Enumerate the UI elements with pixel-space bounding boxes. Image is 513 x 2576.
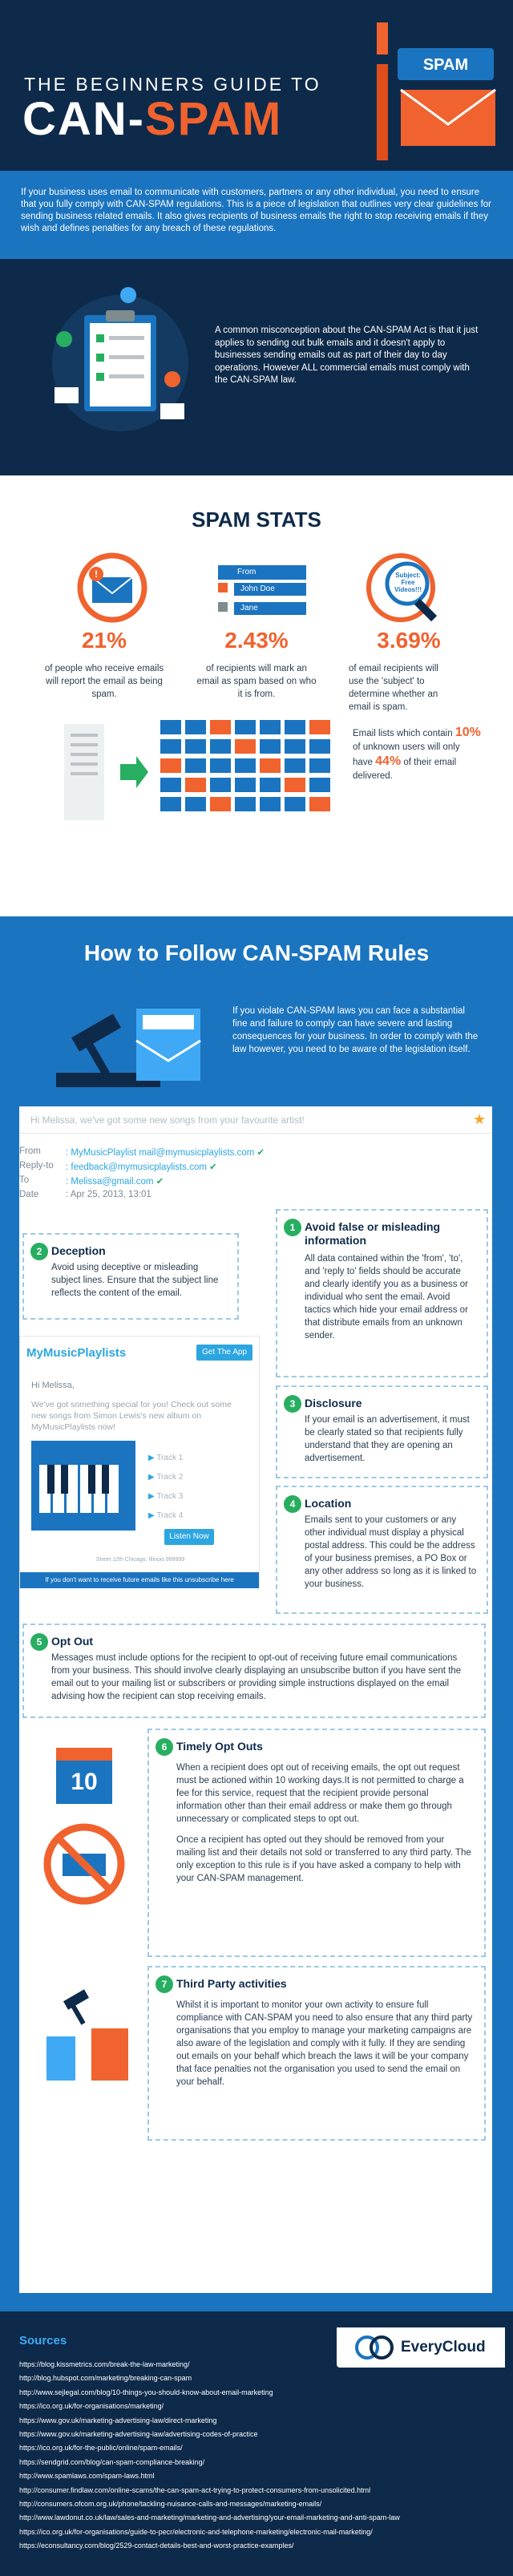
subject-bubble: Subject: Free Videos!!! [394, 572, 422, 593]
source-link[interactable]: http://www.lawdonut.co.uk/law/sales-and-marketing/marketing-and-advertising/your-email-marketing-and-anti-spam-law [19, 2513, 400, 2522]
stats-section [0, 475, 513, 916]
envelope-alert-icon [72, 552, 152, 624]
from-box [218, 565, 306, 621]
envelope-icon [285, 739, 305, 754]
envelope-icon [160, 720, 181, 734]
misconception-text: A common misconception about the CAN-SPAM Act is that it just applies to sending out bulk emails and it doesn't apply to businesses sending emails out as part of their day to day operations. However ALL commercial emails must comply with the CAN-SPAM law. [215, 326, 479, 385]
list-post: of their email delivered. [353, 758, 457, 781]
envelope-icon [260, 797, 281, 811]
envelope-icon [210, 720, 231, 734]
rule-5 [22, 1624, 486, 1718]
stat-desc-3: of email recipients will use the 'subject' to determine whether an email is spam. [349, 664, 438, 712]
header-section [0, 0, 513, 171]
envelope-icon [260, 758, 281, 773]
date-field-label: Date [19, 1190, 39, 1199]
envelope-icon [210, 778, 231, 792]
rule-body: All data contained within the 'from', 'to', and 'reply to' fields should be accurate and clearly identify you as a business or individual who sent the email. Avoid tactics which hide your email address or that distribute emails from an unknown sender. [305, 1254, 468, 1341]
source-link[interactable]: http://consumer.findlaw.com/online-scams/the-can-spam-act-trying-to-protect-consumers-from-unsolicited.html [19, 2485, 371, 2494]
track-label: Track 1 [156, 1454, 184, 1462]
title-can: CAN- [22, 93, 145, 145]
envelope-icon [160, 739, 181, 754]
envelope-icon [285, 778, 305, 792]
header-subtitle: THE BEGINNERS GUIDE TO [24, 74, 321, 95]
stat-value-1: 21% [81, 628, 127, 653]
rule-number: 7 [156, 1975, 173, 1993]
envelope-icon [309, 739, 330, 754]
clipboard-icon [40, 283, 200, 451]
source-link[interactable]: https://blog.kissmetrics.com/break-the-law-marketing/ [19, 2360, 190, 2368]
source-link[interactable]: http://consumers.ofcom.org.uk/phone/tackling-nuisance-calls-and-messages/marketing-emails/ [19, 2500, 322, 2509]
rule-body: Avoid using deceptive or misleading subject lines. Ensure that the subject line reflects the content of the email. [51, 1263, 219, 1298]
spam-mailbox-icon [353, 16, 505, 164]
stat-desc-1: of people who receive emails will report the email as being spam. [44, 664, 164, 699]
stat-value-3: 3.69% [377, 628, 441, 653]
check-icon: ✔ [256, 1148, 265, 1158]
envelope-icon [309, 778, 330, 792]
envelope-icon [160, 797, 181, 811]
reply-field-label: Reply-to [19, 1161, 54, 1171]
check-icon: ✔ [156, 1177, 164, 1187]
list-mid: of unknown users will only have [353, 742, 460, 767]
envelope-icon [285, 797, 305, 811]
rule-body: Messages must include options for the recipient to opt-out of receiving future email communications from your business. This should involve clearly displaying an unsubscribe button if you have sent the email out to your mailing list or subscribers or providing simple instructions displayed on the email advising how the recipient can stop receiving emails. [51, 1653, 462, 1701]
envelope-icon [285, 720, 305, 734]
logo-text: EveryCloud [401, 2339, 486, 2356]
track-list [148, 1449, 183, 1526]
envelope-icon [235, 720, 256, 734]
misconception-section [0, 259, 513, 475]
rule-body: Whilst it is important to monitor your own activity to ensure full compliance with CAN-SPAM you need to also ensure that any third party organisations that you employ to manage your marketing campaigns are also aware of the legislation and comply with it fully. If they are sending out emails on your behalf which breach the laws it will be your company that face penalties not the organisation you used to send the email on your behalf. [176, 2000, 473, 2087]
rule-title: Timely Opt Outs [176, 1740, 263, 1753]
list-pct1: 10% [454, 726, 481, 739]
rule-number: 3 [284, 1395, 301, 1413]
envelope-icon [260, 739, 281, 754]
subject-bar [19, 1106, 492, 1134]
track-2[interactable] [148, 1468, 183, 1487]
envelope-icon [160, 778, 181, 792]
rule-1 [276, 1209, 488, 1377]
intro-text: If your business uses email to communicate with customers, partners or any other individual, you need to ensure that you fully comply with CAN-SPAM regulations. This is a piece of legislation that outlines very clear guidelines for sending business related emails. It also gives recipients of business emails the right to stop receiving emails if they wish and defines penalties for any breach of these regulations. [21, 188, 491, 233]
envelope-icon [260, 778, 281, 792]
how-title: How to Follow CAN-SPAM Rules [83, 940, 430, 965]
reply-field-value: : feedback@mymusicplaylists.com [66, 1163, 207, 1172]
star-icon[interactable]: ★ [473, 1111, 487, 1127]
header-title [22, 93, 283, 145]
calendar-icon [56, 1748, 112, 1804]
stats-title: SPAM STATS [192, 508, 321, 532]
source-link[interactable]: http://www.sejlegal.com/blog/10-things-you-should-know-about-email-marketing [19, 2388, 273, 2396]
date-field-value: : Apr 25, 2013, 13:01 [66, 1190, 151, 1199]
envelope-icon [210, 739, 231, 754]
gavel-spam-icon [48, 993, 216, 1097]
from-label: From [218, 565, 306, 580]
envelope-icon [235, 758, 256, 773]
stat-value-2: 2.43% [224, 628, 289, 653]
subject-text: Hi Melissa, we've got some new songs from your favourite artist! [30, 1114, 305, 1126]
rule-body: If your email is an advertisement, it must be clearly stated so that recipients fully understand that they are opening an advertisement. [305, 1415, 470, 1463]
rule-7 [147, 1966, 486, 2141]
rule-body: When a recipient does opt out of receiving emails, the opt out request must be actioned within 10 working days.It is not permitted to charge a fee for this service, request that the recipient provide personal information other than their email address or make them go through unnecessary or complicated steps to opt out. [176, 1763, 464, 1824]
rule-title: Opt Out [51, 1635, 94, 1648]
envelope-icon [260, 720, 281, 734]
list-pre: Email lists which contain [353, 729, 453, 738]
envelope-icon [210, 758, 231, 773]
track-label: Track 2 [156, 1473, 184, 1482]
rule-6 [147, 1729, 486, 1957]
rule-title: Avoid false or misleading information [305, 1220, 441, 1247]
from-field-value: : MyMusicPlaylist mail@mymusicplaylists.com [66, 1148, 255, 1158]
rule-title: Third Party activities [176, 1977, 287, 1990]
title-spam: SPAM [144, 93, 283, 145]
rule-number: 2 [30, 1243, 48, 1260]
source-link[interactable]: https://ico.org.uk/for-organisations/guide-to-pecr/electronic-and-telephone-marketing/electronic-mail-marketing/ [19, 2527, 373, 2536]
buildings-gavel-icon [40, 1988, 136, 2085]
source-link[interactable]: https://www.gov.uk/marketing-advertising-law/advertising-codes-of-practice [19, 2430, 258, 2439]
checkbox-icon [218, 602, 228, 612]
rule-number: 6 [156, 1738, 173, 1756]
from-name-2: Jane [234, 602, 306, 615]
sign-text: SPAM [422, 56, 469, 74]
source-link[interactable]: https://ico.org.uk/for-organisations/marketing/ [19, 2402, 164, 2411]
get-app-button[interactable]: Get The App [196, 1345, 252, 1361]
envelope-grid [160, 720, 337, 832]
cloud-logo-icon [353, 2334, 397, 2361]
sources-list [19, 2358, 400, 2554]
rule-title: Disclosure [305, 1397, 362, 1409]
newsletter-body: We've got something special for you! Check out some new songs from Simon Lewis's new album on MyMusicPlaylists now! [31, 1400, 232, 1432]
envelope-icon [309, 797, 330, 811]
rule-number: 5 [30, 1633, 48, 1651]
rule-number: 4 [284, 1495, 301, 1513]
check-icon: ✔ [209, 1163, 217, 1172]
envelope-icon [160, 758, 181, 773]
rule-2 [22, 1233, 239, 1320]
to-field-label: To [19, 1175, 30, 1185]
source-link[interactable]: https://www.gov.uk/marketing-advertising-law/direct-marketing [19, 2416, 217, 2424]
envelope-icon [185, 720, 206, 734]
listen-now-button[interactable]: Listen Now [164, 1529, 214, 1545]
piano-icon [31, 1441, 135, 1531]
envelope-icon [235, 778, 256, 792]
rule-body: Emails sent to your customers or any other individual must display a physical postal address. This could be the address of your business premises, a PO Box or any other address so long as it is linked to your business. [305, 1515, 477, 1589]
address-text: Street 12th Chicago, Illinois 999999 [95, 1557, 185, 1563]
rule-body-2: Once a recipient has opted out they should be removed from your mailing list and their details not sold or transferred to any third party. The only exception to this rule is if you have asked a company to help with your CAN-SPAM management. [176, 1835, 471, 1883]
rule-title: Deception [51, 1244, 106, 1257]
play-icon: ▶ [148, 1492, 155, 1501]
envelope-icon [185, 778, 206, 792]
rule-number: 1 [284, 1219, 301, 1236]
unsubscribe-bar[interactable]: If you don't want to receive future emails like this unsubscribe here [20, 1572, 259, 1588]
brand-name: MyMusicPlaylists [26, 1346, 127, 1360]
from-field-label: From [19, 1146, 41, 1156]
envelope-icon [185, 797, 206, 811]
greeting: Hi Melissa, [31, 1381, 75, 1390]
rule-title: Location [305, 1497, 352, 1510]
rules-card [19, 1106, 492, 2293]
envelope-icon [210, 797, 231, 811]
newsletter-mockup [19, 1336, 260, 1588]
track-3[interactable] [148, 1487, 183, 1506]
track-4[interactable] [148, 1506, 183, 1526]
to-field-value: : Melissa@gmail.com [66, 1177, 154, 1187]
calendar-day: 10 [56, 1761, 112, 1804]
track-label: Track 4 [156, 1511, 184, 1520]
play-icon: ▶ [148, 1473, 155, 1482]
list-stat [353, 726, 481, 783]
from-name-1: John Doe [234, 583, 306, 596]
source-link[interactable]: http://www.spamlaws.com/spam-laws.html [19, 2472, 155, 2481]
source-link[interactable]: https://econsultancy.com/blog/2529-contact-details-best-and-worst-practice-examples/ [19, 2542, 294, 2550]
source-link[interactable]: http://blog.hubspot.com/marketing/breaking-can-spam [19, 2374, 192, 2383]
envelope-icon [309, 758, 330, 773]
sources-section [0, 2311, 513, 2576]
how-section [0, 916, 513, 2311]
rule-4 [276, 1486, 488, 1614]
envelope-icon [235, 797, 256, 811]
envelope-icon [185, 739, 206, 754]
track-1[interactable] [148, 1449, 183, 1468]
no-money-icon [40, 1820, 128, 1908]
play-icon: ▶ [148, 1454, 155, 1462]
envelope-icon [235, 739, 256, 754]
album-cover [31, 1441, 135, 1531]
envelope-icon [285, 758, 305, 773]
list-pct2: 44% [375, 754, 402, 768]
envelope-icon [185, 758, 206, 773]
source-link[interactable]: https://ico.org.uk/for-the-public/online/spam-emails/ [19, 2444, 183, 2453]
track-label: Track 3 [156, 1492, 184, 1501]
svg-text:!: ! [95, 568, 98, 580]
source-link[interactable]: https://sendgrid.com/blog/can-spam-compliance-breaking/ [19, 2457, 205, 2466]
rule-3 [276, 1385, 488, 1478]
play-icon: ▶ [148, 1511, 155, 1520]
checkbox-icon [218, 583, 228, 592]
sources-title: Sources [19, 2334, 67, 2348]
stat-desc-2: of recipients will mark an email as spam based on who it is from. [196, 664, 317, 699]
warning-text: If you violate CAN-SPAM laws you can face a substantial fine and failure to comply can have severe and lasting consequences for your business. In order to comply with the law however, you need to be aware of the legislation itself. [232, 1006, 479, 1054]
intro-section [0, 171, 513, 259]
envelope-icon [309, 720, 330, 734]
